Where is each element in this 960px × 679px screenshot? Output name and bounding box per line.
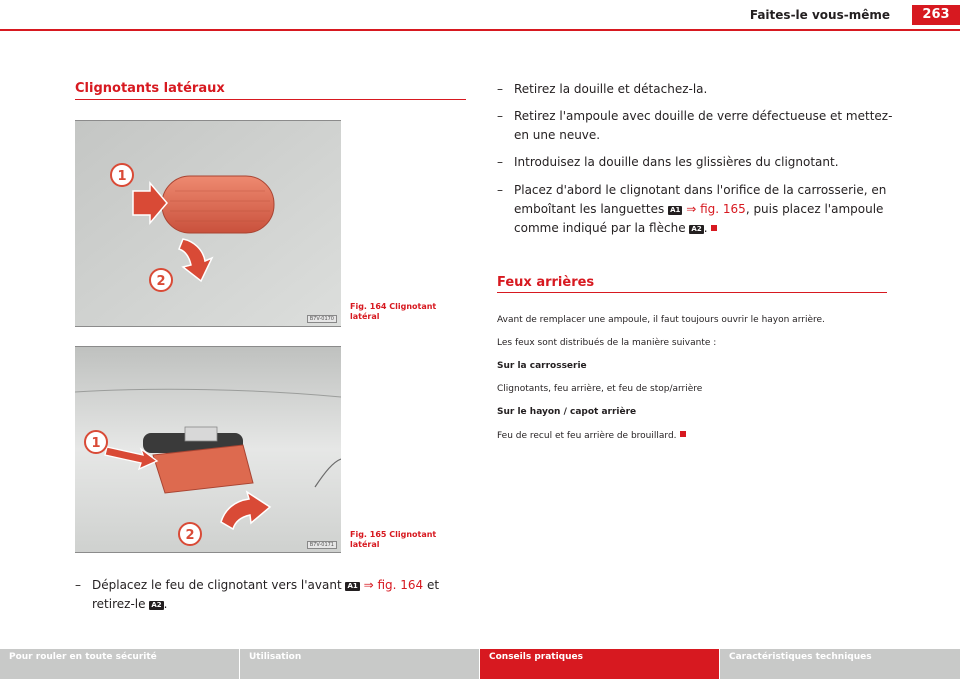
section-heading-side-indicators: Clignotants latéraux (75, 81, 225, 96)
page-number: 263 (912, 5, 960, 25)
tailgate-lights-list (497, 430, 887, 442)
callout-badge-a1: A1 (347, 582, 358, 590)
figure-164-code: B7V-0170 (307, 315, 337, 323)
subheading-body: Sur la carrosserie (497, 361, 587, 371)
figure-164-caption: Fig. 164 Clignotant latéral (350, 302, 437, 321)
step-1-text-b: et retirez-le (92, 578, 440, 611)
footer-tab-usage[interactable]: Utilisation (240, 649, 479, 679)
footer-tab-technical-specs[interactable]: Caractéristiques techniques (720, 649, 960, 679)
instruction-step-2: – Retirez la douille et détachez-la. (497, 82, 708, 96)
end-of-section-square-icon (680, 431, 686, 437)
instruction-step-3: – Retirez l'ampoule avec douille de verre défectueuse et mettez-en une neuve. (497, 109, 893, 142)
step-1-text-a: Déplacez le feu de clignotant vers l'avant (92, 578, 342, 592)
end-of-section-square-icon (711, 225, 717, 231)
callout-badge-a2: A2 (691, 225, 702, 233)
body-lights-list: Clignotants, feu arrière, et feu de stop/arrière (497, 384, 703, 394)
step-5-text-a: Placez d'abord le clignotant dans l'orifice de la carrosserie, en emboîtant les languettes (514, 183, 887, 216)
tailgate-lights-text: Feu de recul et feu arrière de brouillard. (497, 431, 677, 441)
page-header-title: Faites-le vous-même (749, 8, 890, 22)
rear-lights-distribution: Les feux sont distribués de la manière suivante : (497, 338, 717, 348)
callout-badge-a2: A2 (151, 601, 162, 609)
header-rule (0, 29, 960, 31)
figure-164-image (75, 120, 341, 327)
instruction-step-1: – Déplacez le feu de clignotant vers l'avant A1 ⇒ fig. 164 et retirez-le A2 . (75, 578, 440, 611)
step-1-period: . (163, 597, 168, 611)
subheading-tailgate: Sur le hayon / capot arrière (497, 407, 637, 417)
footer-tab-practical-tips[interactable]: Conseils pratiques (480, 649, 719, 679)
figure-reference-link[interactable]: ⇒ fig. 164 (363, 578, 424, 592)
step-4-text: Introduisez la douille dans les glissières du clignotant. (514, 155, 839, 169)
figure-165-code: B7V-0171 (307, 541, 337, 549)
callout-badge-a1: A1 (670, 206, 681, 214)
step-2-text: Retirez la douille et détachez-la. (514, 82, 708, 96)
rear-lights-intro: Avant de remplacer une ampoule, il faut toujours ouvrir le hayon arrière. (497, 315, 825, 325)
step-5-period: . (703, 221, 708, 235)
figure-165-caption: Fig. 165 Clignotant latéral (350, 530, 437, 549)
figure-165-callout-1: 1 (91, 436, 101, 451)
step-5-text-b: , puis placez l'ampoule comme indiqué par la flèche (514, 202, 884, 235)
section-heading-rear-lights: Feux arrières (497, 275, 595, 290)
figure-reference-link[interactable]: ⇒ fig. 165 (686, 202, 746, 216)
section-rule-right (497, 292, 887, 293)
figure-164-callout-2: 2 (156, 274, 166, 289)
figure-165-image (75, 346, 341, 553)
footer-tab-safety[interactable]: Pour rouler en toute sécurité (0, 649, 239, 679)
figure-165-callout-2: 2 (185, 528, 195, 543)
figure-164-callout-1: 1 (117, 169, 127, 184)
step-3-text: Retirez l'ampoule avec douille de verre défectueuse et mettez-en une neuve. (514, 109, 893, 142)
section-rule-left (75, 99, 466, 100)
instruction-step-4: – Introduisez la douille dans les glissières du clignotant. (497, 155, 839, 169)
instruction-step-5: – Placez d'abord le clignotant dans l'orifice de la carrosserie, en emboîtant les languettes A1 ⇒ fig. 165, puis placez l'ampoule comme indiqué par la flèche A2 . (497, 183, 887, 235)
